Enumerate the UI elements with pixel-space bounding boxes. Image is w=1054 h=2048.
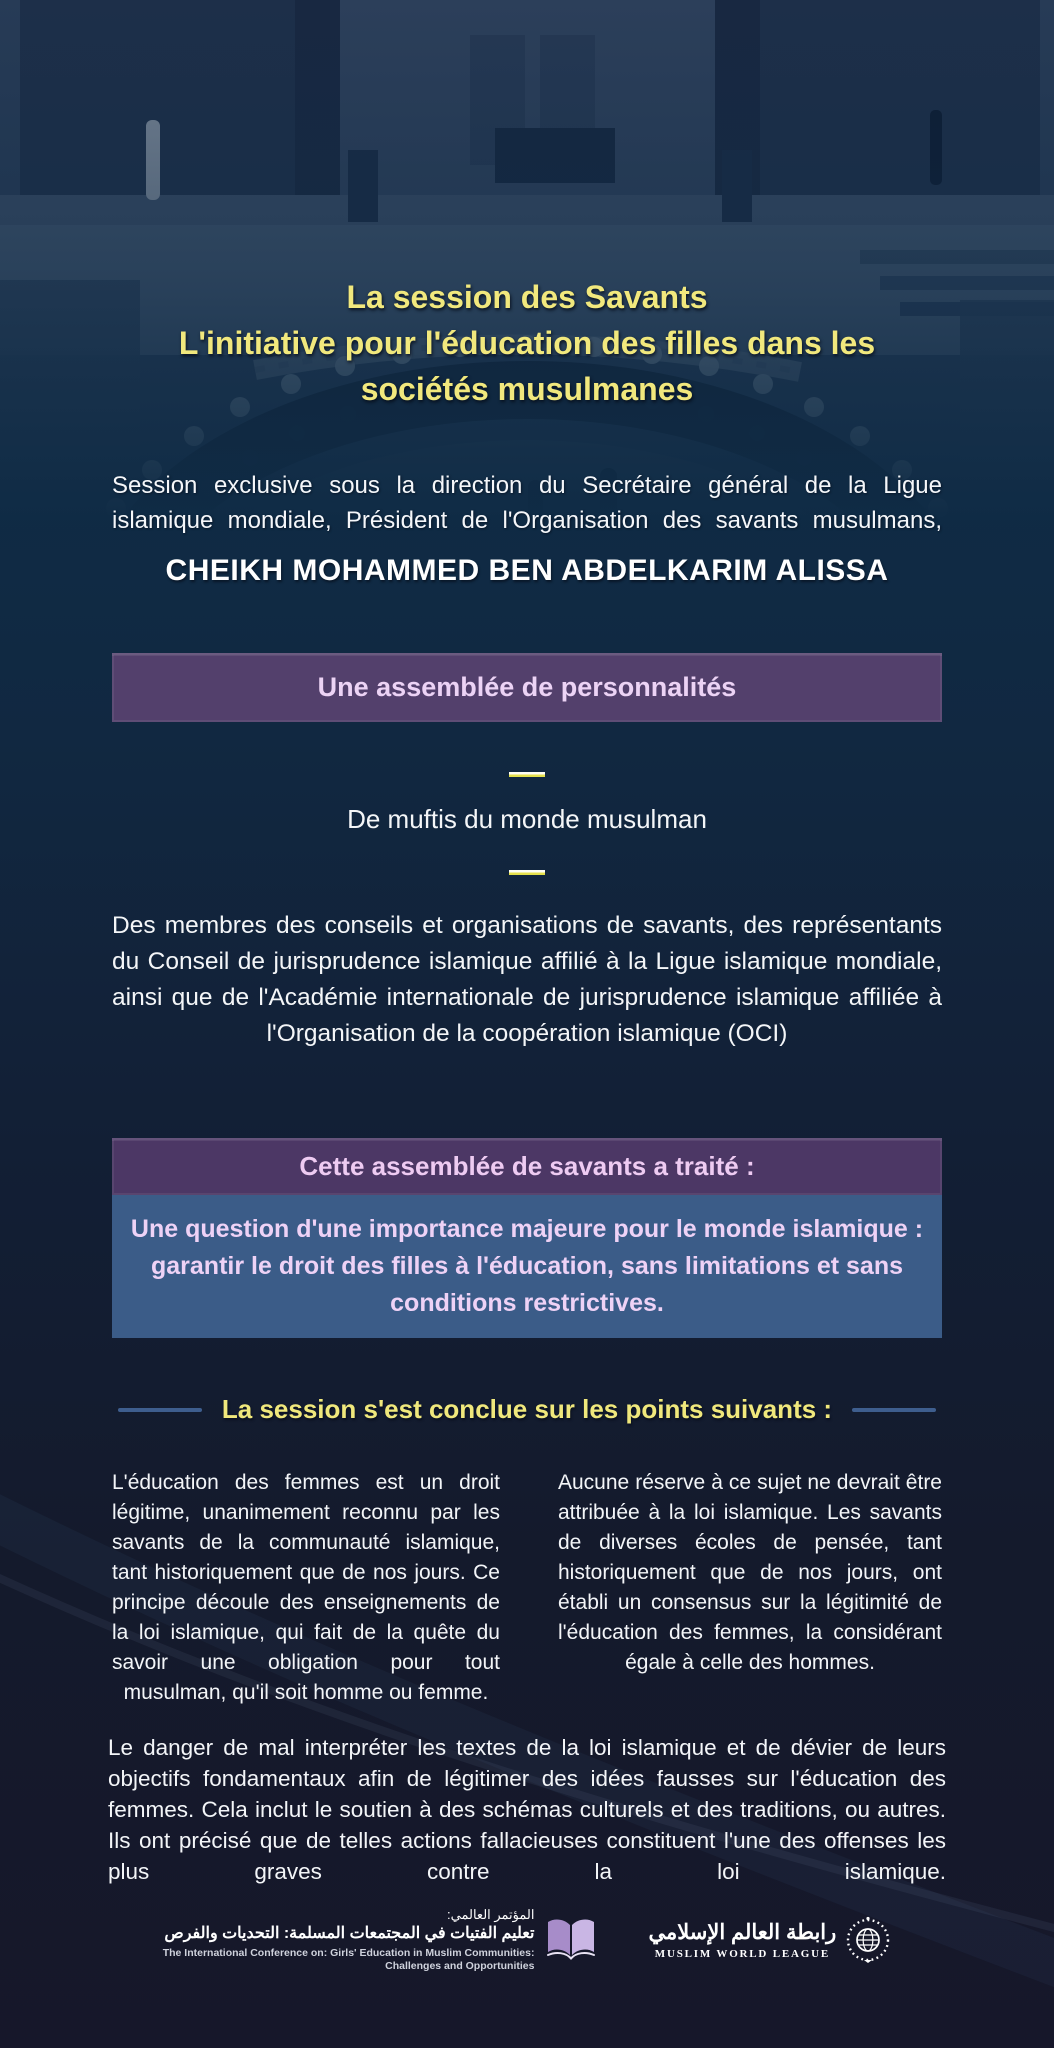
heading-right-line [852,1408,936,1412]
assembly-item-members: Des membres des conseils et organisations de savants, des représentants du Conseil de jurisprudence islamique affilié à la Ligue islamique mondiale, ainsi que de l'Académie internationale de jurisprudence islamique affiliée à l'Organisation de la coopération islamique (OCI) [112,912,942,1047]
mwl-logo-text [648,1920,836,1960]
conference-english-line-1: The International Conference on: Girls' Education in Muslim Communities: [162,1947,535,1959]
divider-dash [509,772,545,777]
open-book-icon [544,1916,598,1964]
conference-arabic-line-1: المؤتمر العالمي: [447,1907,535,1922]
conclusion-point-full: Le danger de mal interpréter les textes de la loi islamique et de dévier de leurs objectifs fondamentaux afin de légitimer des idées fausses sur l'éducation des femmes. Cela inclut le soutien à des schémas culturels et des traditions, ou autres. Ils ont précisé que de telles actions fallacieuses constituent l'une des offenses les plus graves contre la loi islamique. [108,1735,946,1884]
globe-laurel-emblem-icon [845,1916,891,1964]
treated-statement-panel [112,1195,942,1338]
conclusion-point-left: L'éducation des femmes est un droit légitime, unanimement reconnu par les savants de la communauté islamique, tant historiquement que de nos jours. Ce principe découle des enseignements de la loi islamique, qui fait de la quête du savoir une obligation pour tout musulman, qu'il soit homme ou femme. [112,1471,500,1704]
treated-banner [112,1138,942,1195]
mwl-arabic-calligraphy: رابطة العالم الإسلامي [648,1920,837,1944]
footer-logos [0,1906,1054,1973]
page-title-line-2: L'initiative pour l'éducation des filles dans les [178,325,876,361]
page-title-line-3: sociétés musulmanes [360,371,694,407]
person-name: CHEIKH MOHAMMED BEN ABDELKARIM ALISSA [165,554,889,587]
assembly-banner-label: Une assemblée de personnalités [317,672,737,702]
treated-banner-label: Cette assemblée de savants a traité : [299,1151,755,1181]
conference-english-line-2: Challenges and Opportunities [385,1960,535,1972]
assembly-banner [112,653,942,722]
mwl-logo [648,1916,891,1964]
page-title-line-1: La session des Savants [346,279,708,315]
conclusions-heading-row [0,1394,1054,1425]
divider-dash [509,870,545,875]
mwl-wordmark: MUSLIM WORLD LEAGUE [654,1947,830,1960]
conference-logo-text [163,1906,535,1973]
page-title [40,274,1014,412]
conference-arabic-line-2: تعليم الفتيات في المجتمعات المسلمة: التحديات والفرص [164,1925,535,1942]
conclusions-heading: La session s'est conclue sur les points suivants : [221,1394,833,1424]
hero-photo-conference-hall [0,0,1054,520]
assembly-item-muftis: De muftis du monde musulman [347,804,707,834]
treated-statement-text: Une question d'une importance majeure pour le monde islamique : garantir le droit des filles à l'éducation, sans limitations et sans conditions restrictives. [130,1215,924,1317]
heading-left-line [118,1408,202,1412]
conclusion-point-right: Aucune réserve à ce sujet ne devrait être attribuée à la loi islamique. Les savants de diverses écoles de pensée, tant historiquement que de nos jours, ont établi un consensus sur la légitimité de l'éducation des femmes, la considérant égale à celle des hommes. [558,1471,942,1674]
intro-text: Session exclusive sous la direction du Secrétaire général de la Ligue islamique mondiale, Président de l'Organisation des savants musulmans, [112,472,942,534]
